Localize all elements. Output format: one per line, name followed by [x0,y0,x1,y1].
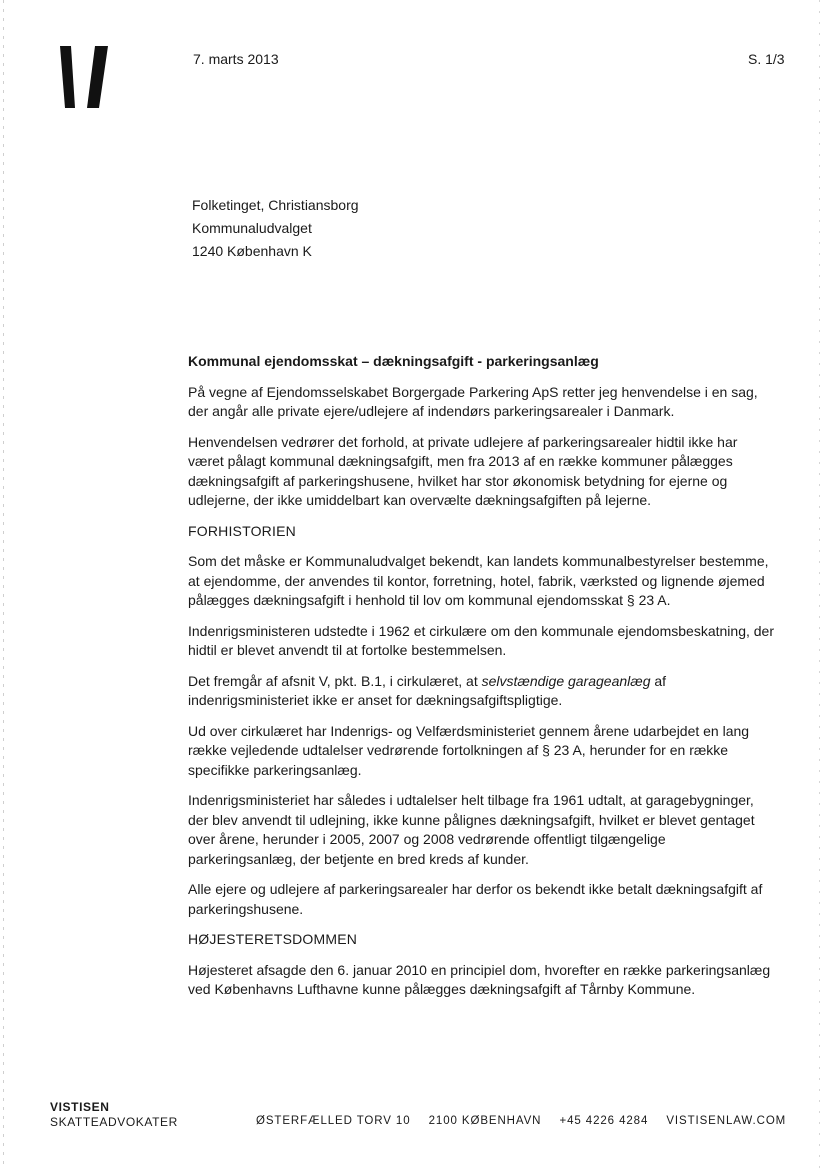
section-heading-hojesteretsdommen: HØJESTERETSDOMMEN [188,931,358,947]
footer-city: 2100 KØBENHAVN [428,1115,542,1127]
footer-phone: +45 4226 4284 [559,1115,649,1127]
footer-company [50,1100,178,1130]
v-mark-logo [60,46,108,108]
footer-company-name: VISTISEN [50,1100,110,1114]
paragraph-3: Som det måske er Kommunaludvalget bekendt, kan landets kommunalbestyrelser bestemme, at ejendomme, der anvendes til kontor, forretning, hotel, fabrik, værksted og lignende øjemed pålægges dækningsafgift i henhold til lov om kommunal ejendomsskat § 23 A. [188,553,769,608]
recipient-address [192,194,359,263]
footer-address: ØSTERFÆLLED TORV 10 [256,1115,411,1127]
section-heading-forhistorien: FORHISTORIEN [188,522,296,539]
paragraph-5-emphasis: selvstændige garageanlæg [481,672,651,689]
letter-subject: Kommunal ejendomsskat – dækningsafgift - parkeringsanlæg [188,353,599,369]
paragraph-6: Ud over cirkulæret har Indenrigs- og Velfærdsministeriet gennem årene udarbejdet en lang række vejledende udtalelser vedrørende fortolkningen af § 23 A, herunder for en række specifikke parkeringsanlæg. [188,722,750,778]
recipient-line-2: Kommunaludvalget [192,220,312,236]
footer-company-subtitle: SKATTEADVOKATER [50,1115,178,1129]
scan-edge-right [819,0,820,1168]
letter-body [188,352,774,1011]
paragraph-2: Henvendelsen vedrører det forhold, at private udlejere af parkeringsarealer hidtil ikke har været pålagt kommunal dækningsafgift, men fra 2013 af en række kommuner pålægges dækningsafgift af parkeringshusene, hvilket har stor økonomisk betydning for ejerne og udlejerne, der ikke umiddelbart kan overvælte dækningsafgiften på lejerne. [188,433,738,508]
paragraph-9: Højesteret afsagde den 6. januar 2010 en principiel dom, hvorefter en række parkeringsanlæg ved Københavns Lufthavne kunne pålægges dækningsafgift af Tårnby Kommune. [188,961,771,997]
paragraph-7: Indenrigsministeriet har således i udtalelser helt tilbage fra 1961 udtalt, at garagebygninger, der blev anvendt til udlejning, ikke kunne pålignes dækningsafgift, hvilket er blevet gentaget over årene, herunder i 2005, 2007 og 2008 vedrørende offentligt tilgængelige parkeringsanlæg, der betjente en bred kreds af kunder. [188,792,755,867]
paragraph-1: På vegne af Ejendomsselskabet Borgergade Parkering ApS retter jeg henvendelse i en sag, der angår alle private ejere/udlejere af indendørs parkeringsarealer i Danmark. [188,383,758,419]
paragraph-8: Alle ejere og udlejere af parkeringsarealer har derfor os bekendt ikke betalt dækningsafgift af parkeringshusene. [188,881,763,917]
letter-date: 7. marts 2013 [193,51,279,67]
paragraph-4: Indenrigsministeren udstedte i 1962 et cirkulære om den kommunale ejendomsbeskatning, der hidtil er blevet anvendt til at fortolke bestemmelsen. [188,622,774,658]
footer-contact [256,1115,786,1127]
paragraph-5-text-b: af indenrigsministeriet ikke er anset for dækningsafgiftspligtige. [188,672,667,708]
recipient-line-3: 1240 København K [192,243,312,259]
paragraph-5 [188,672,774,711]
footer-website: VISTISENLAW.COM [666,1115,787,1127]
paragraph-5-text-a: Det fremgår af afsnit V, pkt. B.1, i cirkulæret, at [188,672,482,689]
recipient-line-1: Folketinget, Christiansborg [192,197,359,213]
page-number: S. 1/3 [748,51,785,67]
scan-edge-left [3,0,4,1168]
